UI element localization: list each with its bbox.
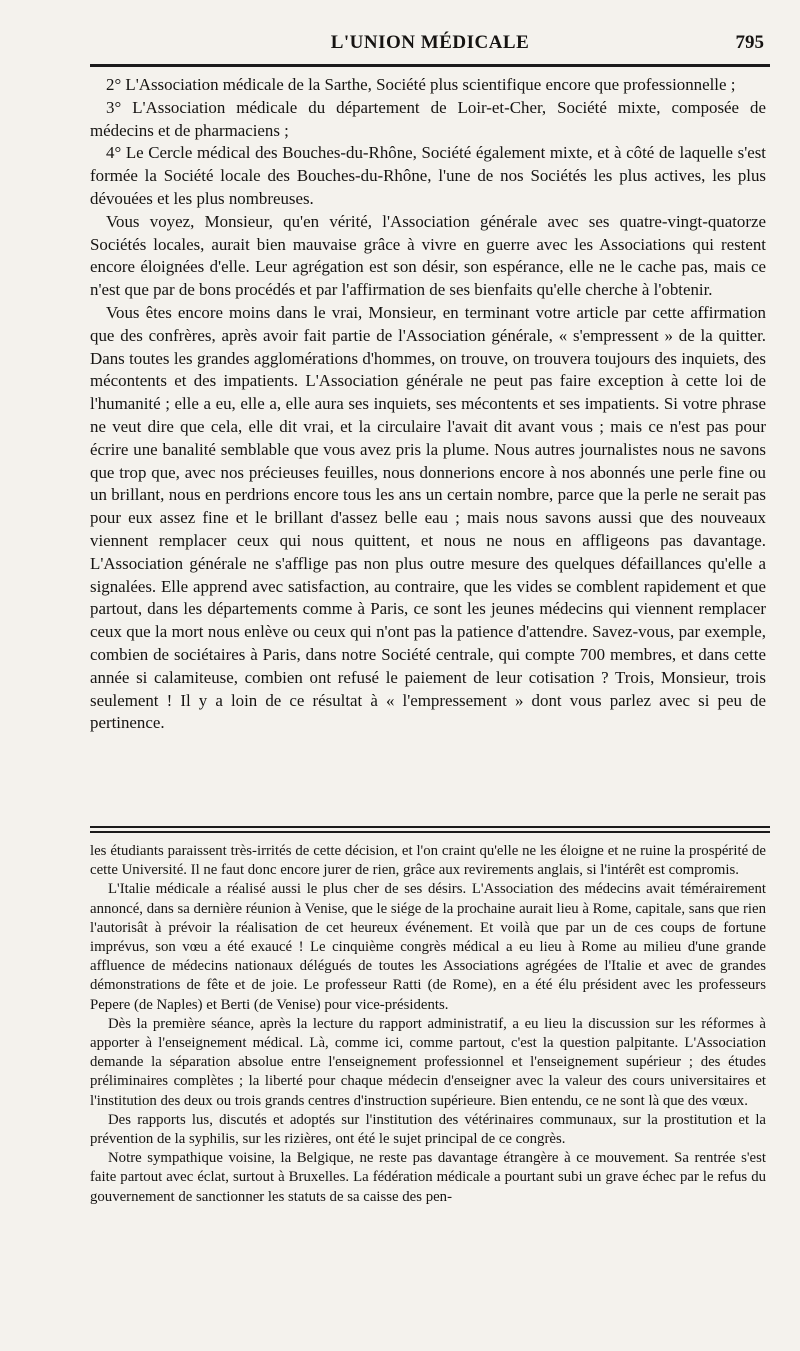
paragraph: Vous êtes encore moins dans le vrai, Monsieur, en terminant votre article par cette affirmation que des confrères, après avoir fait partie de l'Association générale, « s'empressent » de la quitter. Dans toutes les grandes agglomérations d'hommes, on trouve, on trouvera toujours des inquiets, des mécontents et des impatients. L'Association générale ne peut pas faire exception à cette loi de l'humanité ; elle a eu, elle a, elle aura ses inquiets, ses mécontents et ses impatients. Si votre phrase ne veut dire que cela, elle dit vrai, et la circulaire l'avait dit avant vous ; mais ce n'est pas pour écrire une banalité semblable que vous avez pris la plume. Nous autres journalistes nous ne savons que trop que, avec nos précieuses feuilles, nous donnerions encore à nos abonnés une perle fine ou un brillant, nous en perdrions encore tous les ans un certain nombre, parce que la perle ne serait pas pour eux assez fine et le brillant d'assez belle eau ; mais nous savons aussi que des nouveaux viennent remplacer ceux qui nous quittent, et nous ne nous en affligeons pas davantage. L'Association générale ne s'afflige pas non plus outre mesure des quelques défaillances qu'elle a signalées. Elle apprend avec satisfaction, au contraire, que les vides se comblent rapidement et que partout, dans les départements comme à Paris, ce sont les jeunes médecins qui viennent remplacer ceux que la mort nous enlève ou ceux qui n'ont pas la patience d'attendre. Savez-vous, par exemple, combien de sociétaires à Paris, dans notre Société centrale, qui compte 700 membres, et dans cette année si calamiteuse, combien ont refusé le paiement de leur cotisation ? Trois, Monsieur, trois seulement ! Il y a loin de ce résultat à « l'empressement » dont vous parlez avec si peu de pertinence. (90, 302, 766, 733)
main-article (90, 74, 766, 735)
paragraph: 2° L'Association médicale de la Sarthe, Société plus scientifique encore que professionnelle ; (106, 75, 736, 94)
running-header (90, 30, 770, 62)
section-divider (90, 826, 770, 833)
paragraph: Dès la première séance, après la lecture du rapport administratif, a eu lieu la discussion sur les réformes à apporter à l'enseignement médical. Là, comme ici, comme partout, c'est la question palpitante. L'Association demande la séparation absolue entre l'enseignement professionnel et l'enseignement supérieur ; des études préliminaires complètes ; la liberté pour chaque médecin d'enseigner avec la valeur des cours universitaires et l'institution des deux ou trois grands centres d'instruction supérieure. Bien entendu, ce ne sont là que des vœux. (90, 1015, 766, 1109)
paragraph: 4° Le Cercle médical des Bouches-du-Rhône, Société également mixte, et à côté de laquelle s'est formée la Société locale des Bouches-du-Rhône, l'une de nos Sociétés les plus actives, les plus dévouées et les plus nombreuses. (90, 143, 766, 208)
journal-title: L'UNION MÉDICALE (330, 32, 530, 53)
feuilleton-continuation (90, 842, 766, 1207)
paragraph: Des rapports lus, discutés et adoptés sur l'institution des vétérinaires communaux, sur la prostitution et la prévention de la syphilis, sur les rizières, ont été le sujet principal de ce congrès. (90, 1111, 766, 1148)
paragraph: L'Italie médicale a réalisé aussi le plus cher de ses désirs. L'Association des médecins avait témérairement annoncé, dans sa dernière réunion à Venise, que le siége de la prochaine aurait lieu à Rome, capitale, sans que rien l'autorisât à prévoir la réalisation de cet heureux événement. Et voilà que par un de ces coups de fortune imprévus, son vœu a été exaucé ! Le cinquième congrès médical a eu lieu à Rome au milieu d'une grande affluence de médecins nationaux délégués de toutes les Associations agrégées de l'Italie et avec de grandes démonstrations de fête et de joie. Le professeur Ratti (de Rome), en a été élu président avec les professeurs Pepere (de Naples) et Berti (de Venise) pour vice-présidents. (90, 881, 767, 1013)
page-number: 795 (735, 32, 764, 53)
paragraph: les étudiants paraissent très-irrités de cette décision, et l'on craint qu'elle ne les éloigne et ne ruine la prospérité de cette Université. Il ne faut donc encore jurer de rien, grâce aux revirements anglais, si l'intérêt est compromis. (90, 843, 766, 879)
paragraph: Vous voyez, Monsieur, qu'en vérité, l'Association générale avec ses quatre-vingt-quatorze Sociétés locales, aurait bien mauvaise grâce à vivre en guerre avec les Associations qui restent encore éloignées d'elle. Leur agrégation est son désir, son espérance, elle ne le cache pas, mais ce n'est que par de bons procédés et par l'affirmation de ses bienfaits qu'elle cherche à l'obtenir. (90, 211, 766, 300)
header-rule (90, 64, 770, 67)
paragraph: 3° L'Association médicale du département de Loir-et-Cher, Société mixte, composée de médecins et de pharmaciens ; (90, 97, 766, 140)
paragraph: Notre sympathique voisine, la Belgique, ne reste pas davantage étrangère à ce mouvement. Sa rentrée s'est faite partout avec éclat, surtout à Bruxelles. La fédération médicale a pourtant subi un grave échec par le refus du gouvernement de sanctionner les statuts de sa caisse des pen- (90, 1150, 766, 1205)
